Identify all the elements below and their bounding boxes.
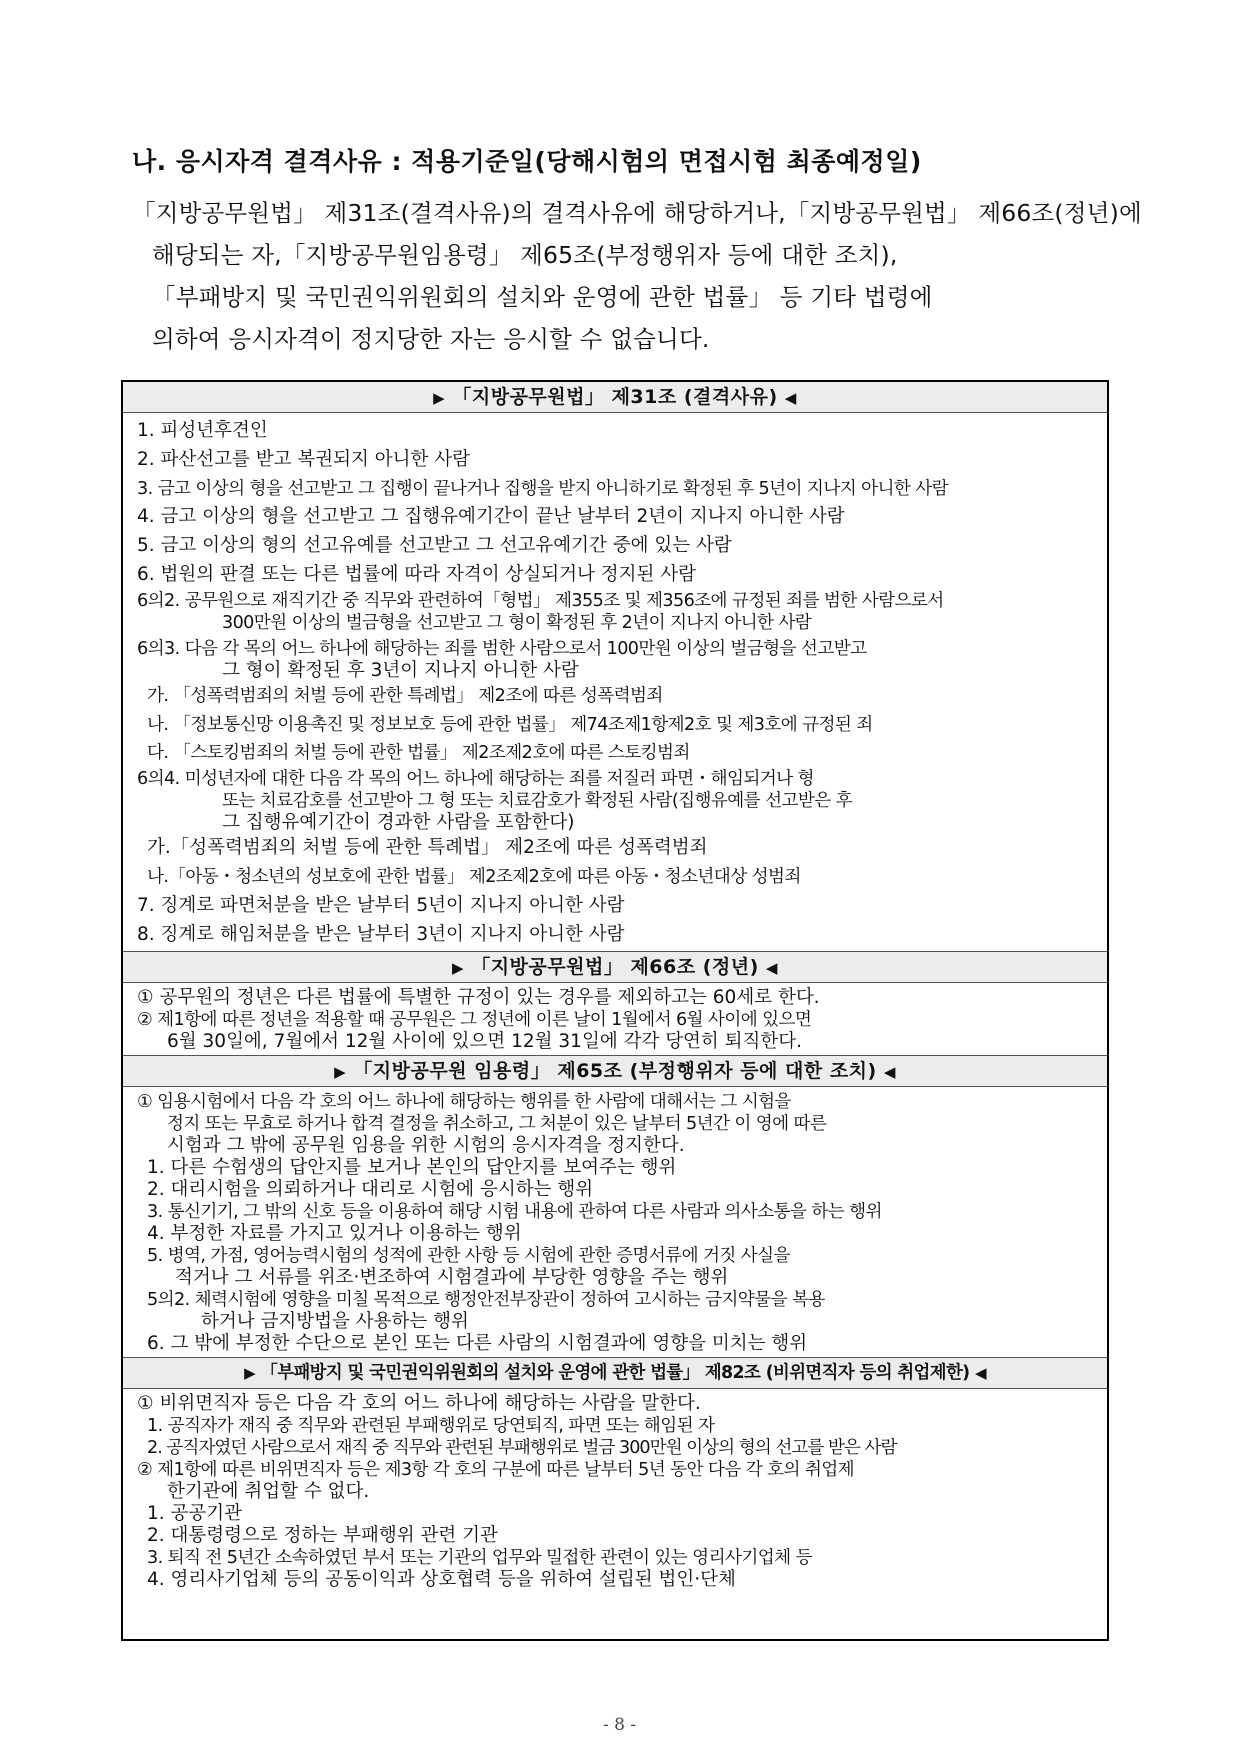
- section-heading: 나. 응시자격 결격사유 : 적용기준일(당해시험의 면접시험 최종예정일): [132, 147, 922, 176]
- list-item: ② 제1항에 따른 정년을 적용할 때 공무원은 그 정년에 이른 날이 1월에서 6월 사이에 있으면: [137, 1010, 812, 1031]
- section-title: 「지방공무원 임용령」 제65조 (부정행위자 등에 대한 조치): [353, 1060, 877, 1083]
- section-title: 「지방공무원법」 제66조 (정년): [471, 956, 759, 979]
- list-item: 6. 법원의 판결 또는 다른 법률에 따라 자격이 상실되거나 정지된 사람: [137, 563, 696, 585]
- section-body-art31: [123, 413, 1107, 951]
- section-header-art66: [123, 951, 1107, 983]
- list-item-continuation: 그 형이 확정된 후 3년이 지나지 아니한 사람: [222, 659, 579, 681]
- triangle-right-icon: ▶: [334, 1063, 347, 1082]
- intro-line: 의하여 응시자격이 정지당한 자는 응시할 수 없습니다.: [152, 325, 710, 353]
- list-item: 5. 금고 이상의 형의 선고유예를 선고받고 그 선고유예기간 중에 있는 사람: [137, 535, 732, 557]
- sub-item: 2. 공직자였던 사람으로서 재직 중 직무와 관련된 부패행위로 벌금 300만원 이상의 형의 선고를 받은 사람: [147, 1438, 897, 1459]
- sub-item: 6. 그 밖에 부정한 수단으로 본인 또는 다른 사람의 시험결과에 영향을 미치는 행위: [147, 1333, 808, 1355]
- section-title: 「지방공무원법」 제31조 (결격사유): [452, 386, 778, 408]
- list-item: ② 제1항에 따른 비위면직자 등은 제3항 각 호의 구분에 따른 날부터 5년 동안 다음 각 호의 취업제: [137, 1460, 855, 1481]
- list-item-continuation: 300만원 이상의 벌금형을 선고받고 그 형이 확정된 후 2년이 지나지 아니한 사람: [222, 612, 812, 633]
- intro-line: 「부패방지 및 국민권익위원회의 설치와 운영에 관한 법률」 등 기타 법령에: [152, 283, 933, 311]
- triangle-left-icon: ◀: [784, 389, 797, 407]
- list-item: 3. 금고 이상의 형을 선고받고 그 집행이 끝나거나 집행을 받지 아니하기로 확정된 후 5년이 지나지 아니한 사람: [137, 478, 949, 499]
- sub-item: 5. 병역, 가점, 영어능력시험의 성적에 관한 사항 등 시험에 관한 증명서류에 거짓 사실을: [147, 1246, 790, 1267]
- triangle-left-icon: ◀: [883, 1063, 896, 1082]
- list-item-continuation: 시험과 그 밖에 공무원 임용을 위한 시험의 응시자격을 정지한다.: [167, 1135, 685, 1157]
- list-item: 1. 피성년후견인: [137, 420, 268, 441]
- triangle-right-icon: ▶: [452, 959, 465, 978]
- list-item-continuation: 6월 30일에, 7월에서 12월 사이에 있으면 12월 31일에 각각 당연히 퇴직한다.: [167, 1031, 803, 1053]
- sub-item: 가.「성폭력범죄의 처벌 등에 관한 특례법」 제2조에 따른 성폭력범죄: [147, 837, 708, 859]
- sub-item: 나.「아동・청소년의 성보호에 관한 법률」 제2조제2호에 따른 아동・청소년대상 성범죄: [147, 866, 801, 887]
- sub-item: 1. 공직자가 재직 중 직무와 관련된 부패행위로 당연퇴직, 파면 또는 해임된 자: [147, 1416, 715, 1437]
- triangle-left-icon: ◀: [765, 959, 778, 978]
- sub-item-continuation: 하거나 금지방법을 사용하는 행위: [201, 1311, 469, 1333]
- sub-item: 가. 「성폭력범죄의 처벌 등에 관한 특례법」 제2조에 따른 성폭력범죄: [147, 685, 663, 706]
- triangle-right-icon: ▶: [244, 1364, 256, 1383]
- triangle-left-icon: ◀: [974, 1364, 986, 1383]
- list-item: 6의4. 미성년자에 대한 다음 각 목의 어느 하나에 해당하는 죄를 저질러 파면・해임되거나 형: [137, 769, 814, 790]
- sub-item: 2. 대리시험을 의뢰하거나 대리로 시험에 응시하는 행위: [147, 1179, 594, 1201]
- list-item-continuation: 한기관에 취업할 수 없다.: [167, 1481, 370, 1503]
- list-item: 6의2. 공무원으로 재직기간 중 직무와 관련하여「형법」 제355조 및 제356조에 규정된 죄를 범한 사람으로서: [137, 590, 944, 611]
- sub-item: 4. 영리사기업체 등의 공동이익과 상호협력 등을 위하여 설립된 법인·단체: [147, 1569, 736, 1591]
- list-item: 2. 파산선고를 받고 복권되지 아니한 사람: [137, 448, 470, 470]
- intro-line: 「지방공무원법」 제31조(결격사유)의 결격사유에 해당하거나,「지방공무원법」 제66조(정년)에: [132, 199, 1142, 227]
- regulation-table: [121, 380, 1109, 1641]
- sub-item: 4. 부정한 자료를 가지고 있거나 이용하는 행위: [147, 1223, 522, 1245]
- triangle-right-icon: ▶: [433, 389, 446, 407]
- sub-item: 5의2. 체력시험에 영향을 미칠 목적으로 행정안전부장관이 정하여 고시하는 금지약물을 복용: [147, 1290, 825, 1311]
- sub-item-continuation: 적거나 그 서류를 위조·변조하여 시험결과에 부당한 영향을 주는 행위: [175, 1267, 729, 1289]
- intro-line: 해당되는 자,「지방공무원임용령」 제65조(부정행위자 등에 대한 조치),: [152, 241, 898, 269]
- section-header-decree65: [123, 1055, 1107, 1087]
- list-item: 6의3. 다음 각 목의 어느 하나에 해당하는 죄를 범한 사람으로서 100만원 이상의 벌금형을 선고받고: [137, 638, 867, 659]
- list-item: ① 비위면직자 등은 다음 각 호의 어느 하나에 해당하는 사람을 말한다.: [137, 1393, 701, 1415]
- sub-item: 2. 대통령령으로 정하는 부패행위 관련 기관: [147, 1525, 498, 1547]
- sub-item: 3. 퇴직 전 5년간 소속하였던 부서 또는 기관의 업무와 밀접한 관련이 있는 영리사기업체 등: [147, 1548, 812, 1569]
- list-item-continuation: 그 집행유예기간이 경과한 사람을 포함한다): [222, 812, 575, 834]
- list-item: ① 임용시험에서 다음 각 호의 어느 하나에 해당하는 행위를 한 사람에 대해서는 그 시험을: [137, 1092, 791, 1113]
- section-header-anticorruption82: [123, 1357, 1107, 1389]
- sub-item: 1. 다른 수험생의 답안지를 보거나 본인의 답안지를 보여주는 행위: [147, 1157, 677, 1179]
- section-body-decree65: [123, 1087, 1107, 1357]
- section-body-art66: [123, 983, 1107, 1055]
- sub-item: 3. 통신기기, 그 밖의 신호 등을 이용하여 해당 시험 내용에 관하여 다른 사람과 의사소통을 하는 행위: [147, 1202, 882, 1223]
- page-number: - 8 -: [602, 1715, 637, 1735]
- list-item: 4. 금고 이상의 형을 선고받고 그 집행유예기간이 끝난 날부터 2년이 지나지 아니한 사람: [137, 506, 845, 528]
- sub-item: 나. 「정보통신망 이용촉진 및 정보보호 등에 관한 법률」 제74조제1항제2호 및 제3호에 규정된 죄: [147, 714, 873, 735]
- section-title: 「부패방지 및 국민권익위원회의 설치와 운영에 관한 법률」 제82조 (비위면직자 등의 취업제한): [260, 1363, 970, 1384]
- section-header-art31: [123, 382, 1107, 413]
- list-item-continuation: 또는 치료감호를 선고받아 그 형 또는 치료감호가 확정된 사람(집행유예를 선고받은 후: [222, 791, 853, 812]
- list-item: ① 공무원의 정년은 다른 법률에 특별한 규정이 있는 경우를 제외하고는 60세로 한다.: [137, 987, 820, 1009]
- section-body-anticorruption82: [123, 1389, 1107, 1593]
- list-item: 7. 징계로 파면처분을 받은 날부터 5년이 지나지 아니한 사람: [137, 894, 625, 916]
- list-item-continuation: 정지 또는 무효로 하거나 합격 결정을 취소하고, 그 처분이 있은 날부터 5년간 이 영에 따른: [167, 1114, 827, 1135]
- sub-item: 다. 「스토킹범죄의 처벌 등에 관한 법률」 제2조제2호에 따른 스토킹범죄: [147, 743, 690, 764]
- list-item: 8. 징계로 해임처분을 받은 날부터 3년이 지나지 아니한 사람: [137, 923, 625, 945]
- sub-item: 1. 공공기관: [147, 1503, 243, 1525]
